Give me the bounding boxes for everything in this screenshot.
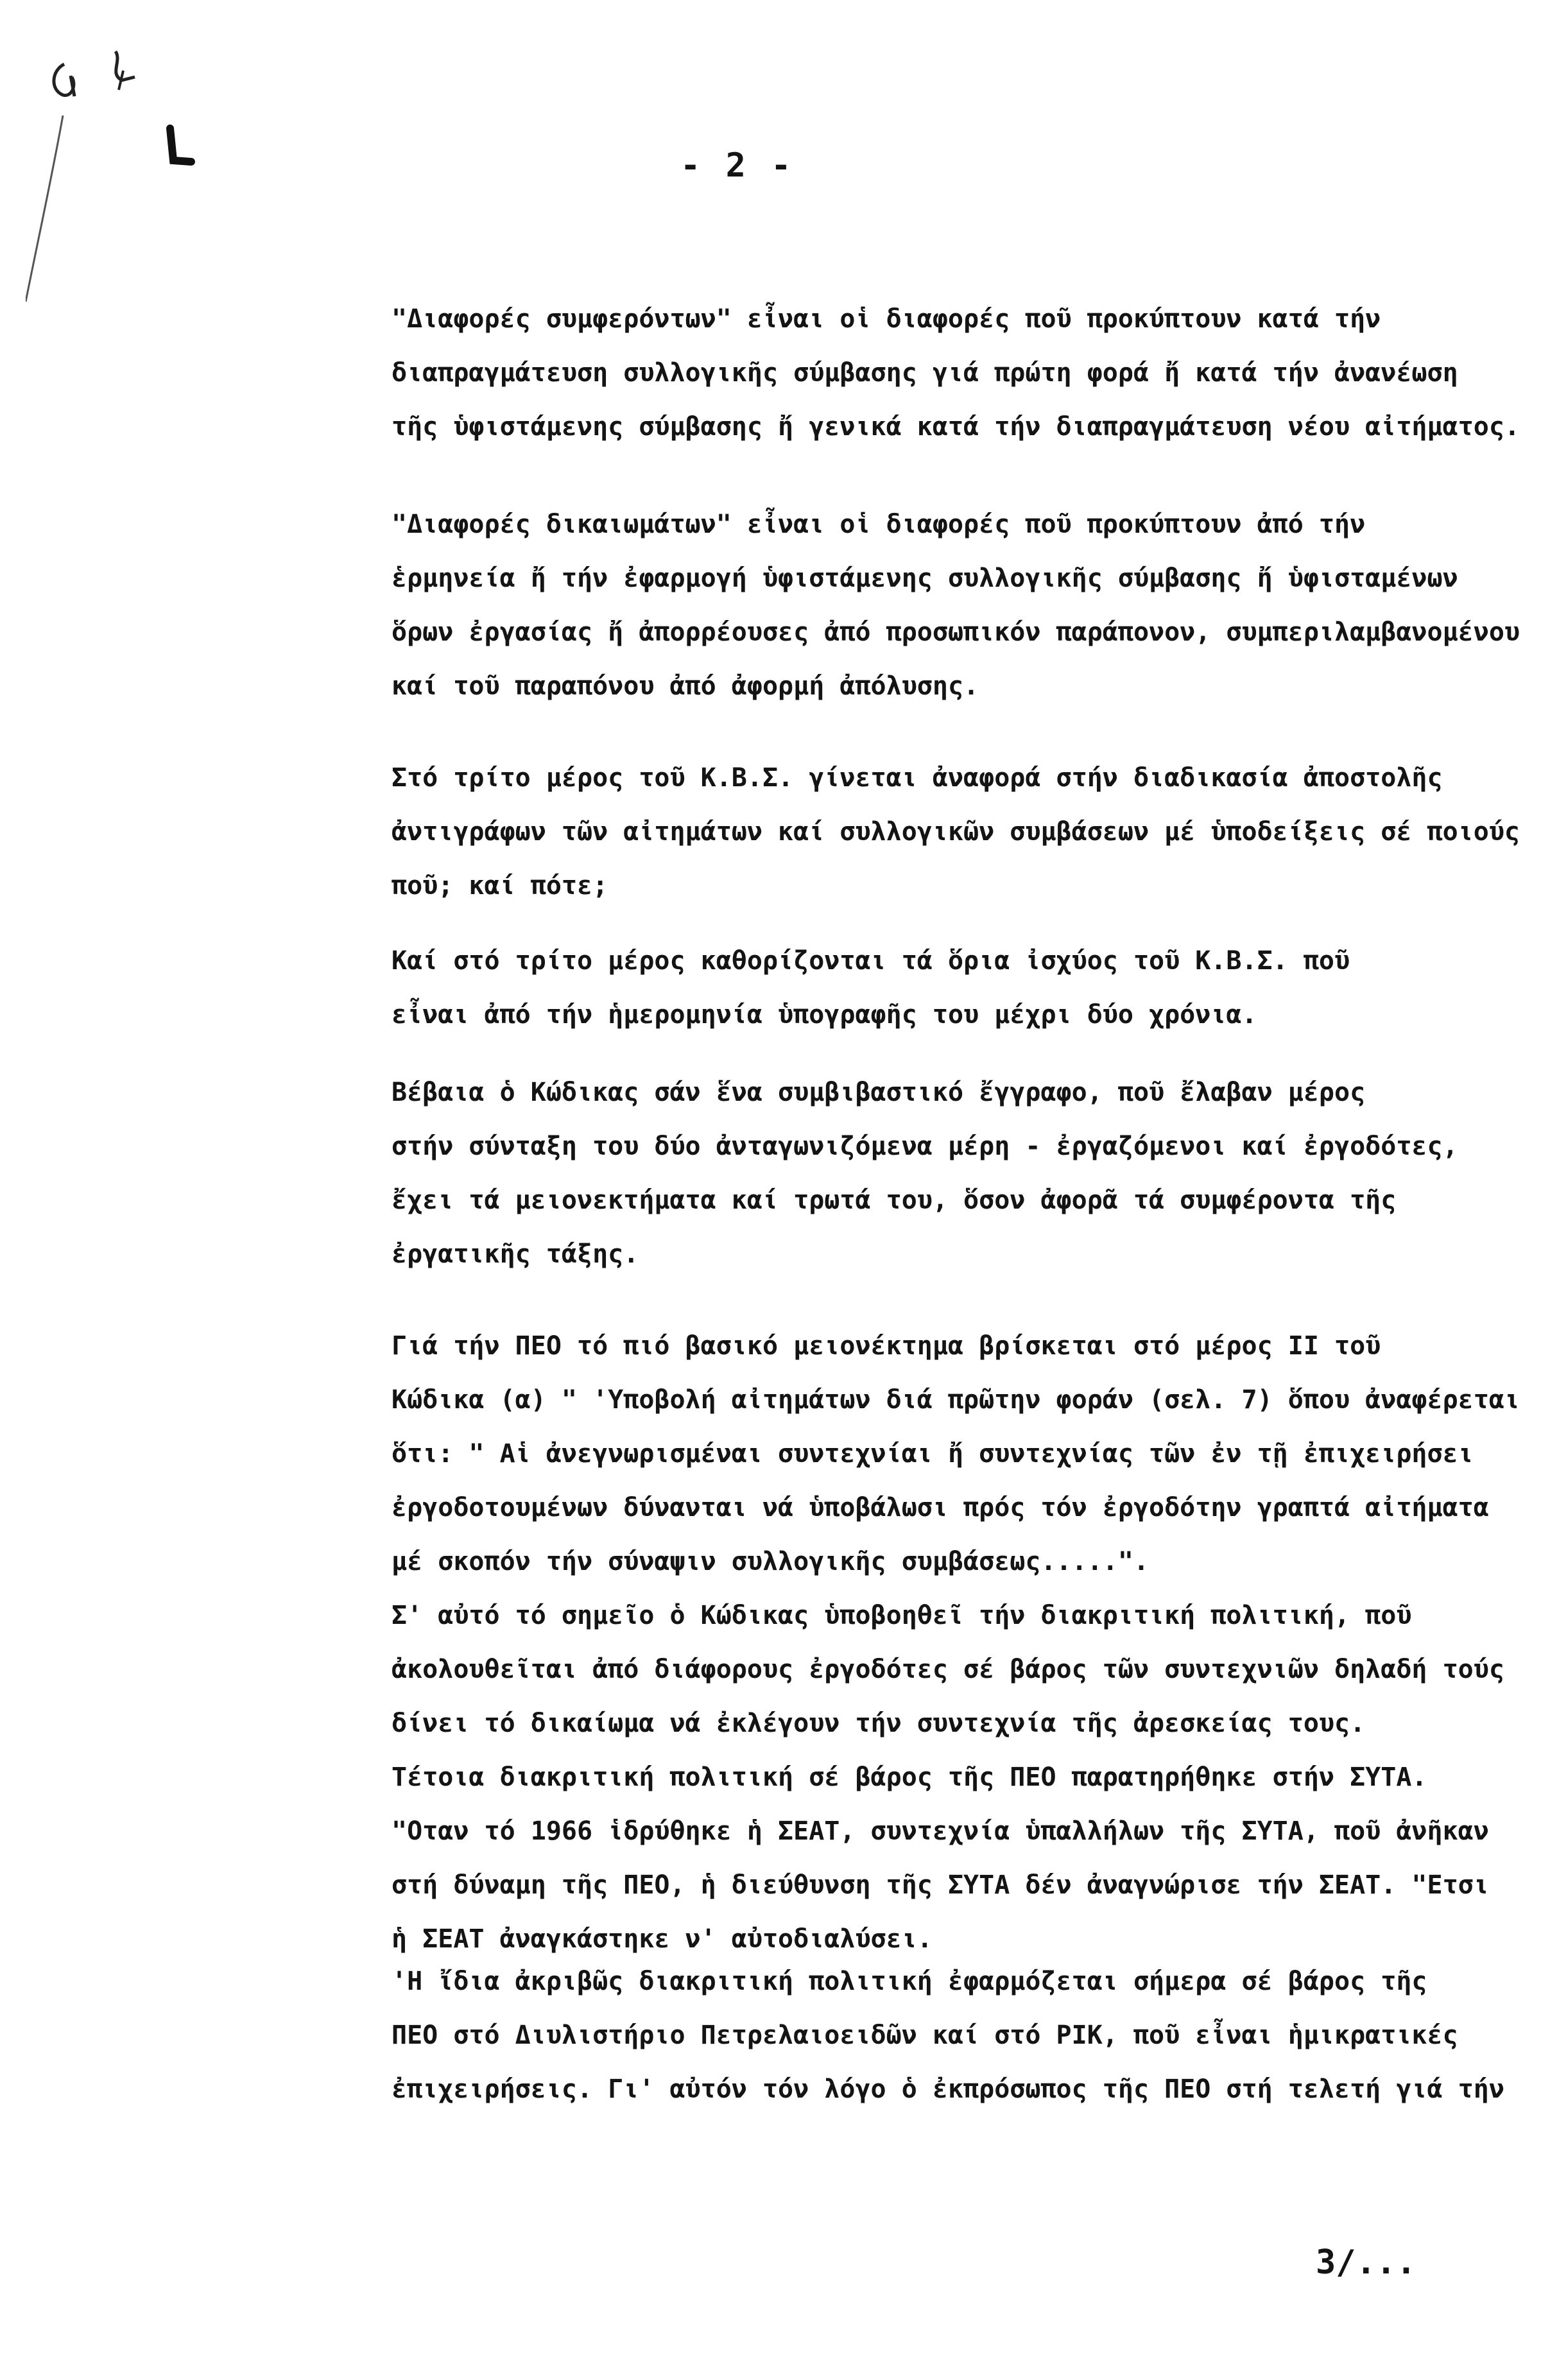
text-line: εἶναι ἀπό τήν ἡμερομηνία ὑπογραφῆς του μέχρι δύο χρόνια.	[392, 1000, 1257, 1030]
text-line: καί τοῦ παραπόνου ἀπό ἀφορμή ἀπόλυσης.	[392, 671, 979, 701]
text-line: ἐργατικῆς τάξης.	[392, 1239, 639, 1269]
text-line: μέ σκοπόν τήν σύναψιν συλλογικῆς συμβάσεως.....".	[392, 1547, 1149, 1576]
text-line: διαπραγμάτευση συλλογικῆς σύμβασης γιά πρώτη φορά ἤ κατά τήν ἀνανέωση	[392, 358, 1458, 388]
paragraph-same-policy	[392, 1954, 1515, 2116]
paragraph-rights-disputes	[392, 497, 1520, 713]
text-line: 'Η ἴδια ἀκριβῶς διακριτική πολιτική ἐφαρμόζεται σήμερα σέ βάρος τῆς	[392, 1967, 1427, 1996]
text-line: ἐργοδοτουμένων δύνανται νά ὑποβάλωσι πρός τόν ἐργοδότην γραπτά αἰτήματα	[392, 1493, 1489, 1522]
text-line: Στό τρίτο μέρος τοῦ Κ.Β.Σ. γίνεται ἀναφορά στήν διαδικασία ἀποστολῆς	[392, 763, 1443, 793]
paragraph-validity	[392, 934, 1515, 1042]
text-line: ὅτι: " Αἱ ἀνεγνωρισμέναι συντεχνίαι ἤ συντεχνίας τῶν ἐν τῇ ἐπιχειρήσει	[392, 1439, 1474, 1469]
paragraph-interests-disputes	[392, 292, 1520, 454]
text-line: Σ' αὐτό τό σημεῖο ὁ Κώδικας ὑποβοηθεῖ τήν διακριτική πολιτική, ποῦ	[392, 1601, 1412, 1630]
handwritten-mark-icon	[26, 26, 218, 359]
paragraph-peo-disadvantage	[392, 1319, 1520, 1966]
paragraph-third-part	[392, 751, 1520, 913]
text-line: ἡ ΣΕΑΤ ἀναγκάστηκε ν' αὐτοδιαλύσει.	[392, 1924, 933, 1954]
text-line: τῆς ὑφιστάμενης σύμβασης ἤ γενικά κατά τήν διαπραγμάτευση νέου αἰτήματος.	[392, 412, 1520, 442]
text-line: ποῦ; καί πότε;	[392, 871, 608, 901]
text-line: ὅρων ἐργασίας ἤ ἀπορρέουσες ἀπό προσωπικόν παράπονον, συμπεριλαμβανομένου	[392, 617, 1520, 647]
text-line: ἀντιγράφων τῶν αἰτημάτων καί συλλογικῶν συμβάσεων μέ ὑποδείξεις σέ ποιούς	[392, 817, 1520, 847]
text-line: στή δύναμη τῆς ΠΕΟ, ἡ διεύθυνση τῆς ΣΥΤΑ δέν ἀναγνώρισε τήν ΣΕΑΤ. "Ετσι	[392, 1870, 1489, 1900]
text-line: δίνει τό δικαίωμα νά ἐκλέγουν τήν συντεχνία τῆς ἀρεσκείας τους.	[392, 1709, 1366, 1738]
text-line: "Διαφορές συμφερόντων" εἶναι οἱ διαφορές ποῦ προκύπτουν κατά τήν	[392, 304, 1381, 334]
text-line: Κώδικα (α) " 'Υποβολή αἰτημάτων διά πρῶτην φοράν (σελ. 7) ὅπου ἀναφέρεται	[392, 1385, 1520, 1415]
text-line: ἀκολουθεῖται ἀπό διάφορους ἐργοδότες σέ βάρος τῶν συντεχνιῶν δηλαδή τούς	[392, 1655, 1504, 1684]
next-page-marker: 3/...	[1316, 2243, 1416, 2282]
text-line: Γιά τήν ΠΕΟ τό πιό βασικό μειονέκτημα βρίσκεται στό μέρος ΙΙ τοῦ	[392, 1331, 1381, 1361]
text-line: στήν σύνταξη του δύο ἀνταγωνιζόμενα μέρη - ἐργαζόμενοι καί ἐργοδότες,	[392, 1132, 1458, 1161]
text-line: Βέβαια ὁ Κώδικας σάν ἕνα συμβιβαστικό ἔγγραφο, ποῦ ἔλαβαν μέρος	[392, 1078, 1366, 1107]
text-line: "Διαφορές δικαιωμάτων" εἶναι οἱ διαφορές ποῦ προκύπτουν ἀπό τήν	[392, 510, 1366, 539]
text-line: Καί στό τρίτο μέρος καθορίζονται τά ὅρια ἰσχύος τοῦ Κ.Β.Σ. ποῦ	[392, 946, 1350, 976]
text-line: "Οταν τό 1966 ἱδρύθηκε ἡ ΣΕΑΤ, συντεχνία ὑπαλλήλων τῆς ΣΥΤΑ, ποῦ ἀνῆκαν	[392, 1816, 1489, 1846]
paragraph-compromise	[392, 1065, 1515, 1281]
text-line: Τέτοια διακριτική πολιτική σέ βάρος τῆς ΠΕΟ παρατηρήθηκε στήν ΣΥΤΑ.	[392, 1763, 1427, 1792]
text-line: ἑρμηνεία ἤ τήν ἐφαρμογή ὑφιστάμενης συλλογικῆς σύμβασης ἤ ὑφισταμένων	[392, 564, 1458, 593]
page-number: - 2 -	[680, 146, 794, 185]
text-line: ἐπιχειρήσεις. Γι' αὐτόν τόν λόγο ὁ ἐκπρόσωπος τῆς ΠΕΟ στή τελετή γιά τήν	[392, 2074, 1504, 2104]
text-line: ΠΕΟ στό Διυλιστήριο Πετρελαιοειδῶν καί στό ΡΙΚ, ποῦ εἶναι ἡμικρατικές	[392, 2021, 1458, 2050]
text-line: ἔχει τά μειονεκτήματα καί τρωτά του, ὅσον ἀφορᾶ τά συμφέροντα τῆς	[392, 1186, 1397, 1215]
